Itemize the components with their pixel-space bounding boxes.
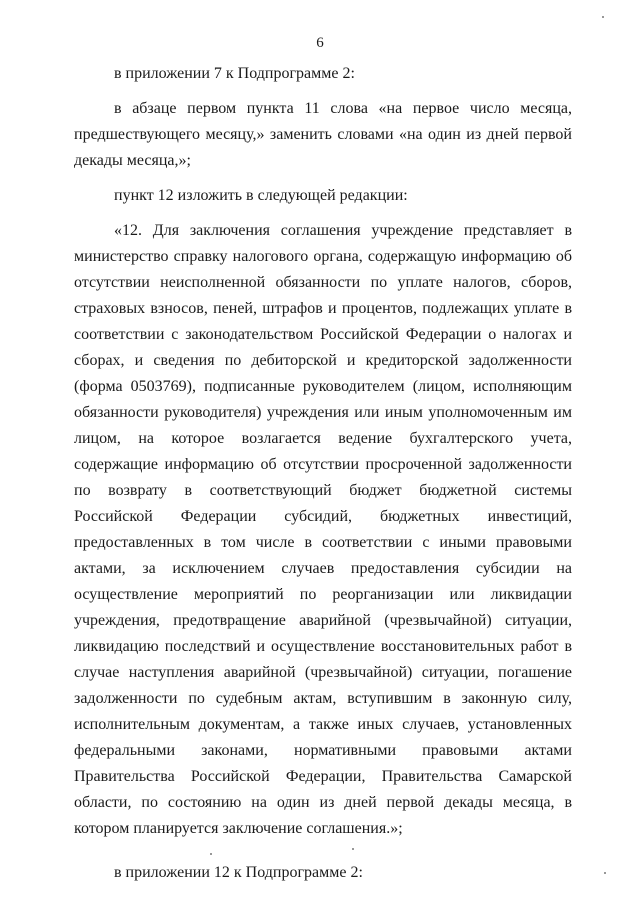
paragraph-item-12-intro: пункт 12 изложить в следующей редакции: xyxy=(114,187,408,204)
paragraph-item-11-amendment: в абзаце первом пункта 11 слова «на первое число месяца, предшествующего месяцу,» заменить словами «на один из дней первой декады месяца,»; xyxy=(74,100,572,169)
document-body xyxy=(74,61,572,886)
scan-speck xyxy=(210,853,212,855)
page-number: 6 xyxy=(316,35,324,51)
paragraph-item-12-text: «12. Для заключения соглашения учреждение представляет в министерство справку налогового органа, содержащую информацию об отсутствии неисполненной обязанности по уплате налогов, сборов, страховых взносов, пеней, штрафов и процентов, подлежащих уплате в соответствии с законодательством Российской Федерации о налогах и сборах, и сведения по дебиторской и кредиторской задолженности (форма 0503769), подписанные руководителем (лицом, исполняющим обязанности руководителя) учреждения или иным уполномоченным им лицом, на которое возлагается ведение бухгалтерского учета, содержащие информацию об отсутствии просроченной задолженности по возврату в соответствующий бюджет бюджетной системы Российской Федерации субсидий, бюджетных инвестиций, предоставленных в том числе в соответствии с иными правовыми актами, за исключением случаев предоставления субсидии на осуществление мероприятий по реорганизации или ликвидации учреждения, предотвращение аварийной (чрезвычайной) ситуации, ликвидацию последствий и осуществление восстановительных работ в случае наступления аварийной (чрезвычайной) ситуации, погашение задолженности по судебным актам, вступившим в законную силу, исполнительным документам, а также иных случаев, установленных федеральными законами, нормативными правовыми актами Правительства Российской Федерации, Правительства Самарской области, по состоянию на один из дней первой декады месяца, в котором планируется заключение соглашения.»; xyxy=(74,222,572,837)
scan-speck xyxy=(604,872,606,874)
scan-speck xyxy=(602,16,604,18)
paragraph-appendix-7: в приложении 7 к Подпрограмме 2: xyxy=(114,65,355,82)
scan-speck xyxy=(352,848,354,850)
paragraph-appendix-12: в приложении 12 к Подпрограмме 2: xyxy=(114,864,363,881)
